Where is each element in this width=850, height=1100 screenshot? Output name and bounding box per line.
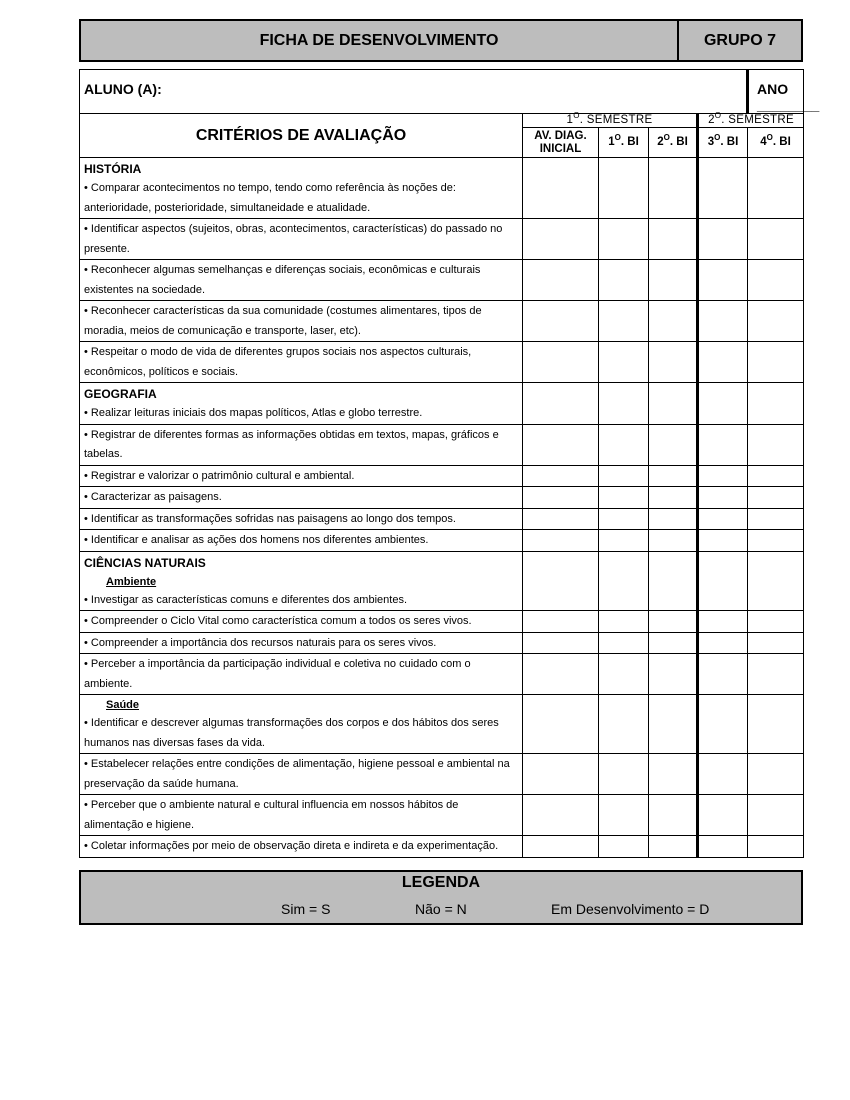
bi-4-num: 4 — [760, 136, 767, 148]
grade-cell[interactable] — [698, 158, 748, 219]
grade-cell[interactable] — [698, 260, 748, 301]
grade-cell[interactable] — [599, 836, 649, 858]
legend-item-sim: Sim = S — [281, 901, 331, 917]
bi-1-num: 1 — [608, 136, 615, 148]
semester-2-text: . SEMESTRE — [721, 114, 794, 126]
semester-1-text: . SEMESTRE — [579, 114, 653, 126]
criterion-text: • Reconhecer algumas semelhanças e diferenças sociais, econômicas e culturais existentes na sociedade. — [80, 260, 523, 301]
grade-cell[interactable] — [649, 695, 698, 754]
grade-cell[interactable] — [698, 465, 748, 487]
criteria-row — [80, 530, 804, 552]
grade-cell[interactable] — [649, 836, 698, 858]
criteria-row — [80, 551, 804, 611]
section-title-ciencias: CIÊNCIAS NATURAIS — [84, 555, 206, 570]
grade-cell[interactable] — [599, 795, 649, 836]
grade-cell[interactable] — [523, 465, 599, 487]
group-label: GRUPO 7 — [703, 31, 776, 49]
form-header — [79, 19, 803, 62]
criteria-row — [80, 695, 804, 754]
grade-cell[interactable] — [698, 611, 748, 633]
grade-cell[interactable] — [649, 342, 698, 383]
legend-item-desenvolvimento: Em Desenvolvimento = D — [551, 901, 710, 917]
legend-title: LEGENDA — [401, 874, 481, 891]
col-diag-header — [523, 128, 599, 158]
criteria-row — [80, 795, 804, 836]
criteria-row — [80, 342, 804, 383]
criterion-text: • Investigar as características comuns e diferentes dos ambientes. — [84, 593, 408, 606]
grade-cell[interactable] — [748, 632, 804, 654]
grade-cell[interactable] — [599, 611, 649, 633]
criterion-text: • Compreender a importância dos recursos naturais para os seres vivos. — [80, 632, 523, 654]
grade-cell[interactable] — [599, 342, 649, 383]
grade-cell[interactable] — [523, 219, 599, 260]
grade-cell[interactable] — [523, 508, 599, 530]
criteria-table — [79, 69, 820, 858]
grade-cell[interactable] — [698, 795, 748, 836]
grade-cell[interactable] — [698, 654, 748, 695]
col-bi-4-header — [748, 128, 804, 158]
criteria-row — [80, 487, 804, 509]
criterion-cell — [80, 383, 523, 425]
criterion-text: • Caracterizar as paisagens. — [80, 487, 523, 509]
criteria-row — [80, 383, 804, 425]
grade-cell[interactable] — [599, 301, 649, 342]
grade-cell[interactable] — [698, 695, 748, 754]
grade-cell[interactable] — [748, 383, 804, 425]
criteria-row — [80, 301, 804, 342]
grade-cell[interactable] — [649, 508, 698, 530]
grade-cell[interactable] — [748, 424, 804, 465]
grade-cell[interactable] — [523, 654, 599, 695]
bi-1-sup: O — [614, 133, 621, 142]
grade-cell[interactable] — [523, 383, 599, 425]
grade-cell[interactable] — [599, 383, 649, 425]
criteria-row — [80, 632, 804, 654]
grade-cell[interactable] — [649, 754, 698, 795]
grade-cell[interactable] — [649, 551, 698, 611]
bi-2-num: 2 — [657, 136, 664, 148]
grade-cell[interactable] — [649, 219, 698, 260]
grade-cell[interactable] — [523, 551, 599, 611]
grade-cell[interactable] — [698, 836, 748, 858]
grade-cell[interactable] — [748, 530, 804, 552]
criterion-text: • Realizar leituras iniciais dos mapas políticos, Atlas e globo terrestre. — [84, 407, 423, 419]
grade-cell[interactable] — [748, 611, 804, 633]
semester-header-row — [80, 114, 804, 128]
grade-cell[interactable] — [523, 158, 599, 219]
grade-cell[interactable] — [599, 632, 649, 654]
criterion-text: • Compreender o Ciclo Vital como característica comum a todos os seres vivos. — [80, 611, 523, 633]
col-bi-2-header — [649, 128, 698, 158]
grade-cell[interactable] — [523, 260, 599, 301]
grade-cell[interactable] — [523, 611, 599, 633]
legend-box — [79, 870, 803, 925]
grade-cell[interactable] — [649, 487, 698, 509]
grade-cell[interactable] — [698, 632, 748, 654]
section-title-historia: HISTÓRIA — [84, 162, 142, 176]
grade-cell[interactable] — [748, 487, 804, 509]
grade-cell[interactable] — [523, 487, 599, 509]
grade-cell[interactable] — [523, 632, 599, 654]
criteria-row — [80, 158, 804, 219]
form-title: FICHA DE DESENVOLVIMENTO — [81, 21, 679, 60]
grade-cell[interactable] — [748, 795, 804, 836]
semester-1-header — [523, 111, 698, 128]
grade-cell[interactable] — [599, 260, 649, 301]
grade-cell[interactable] — [748, 836, 804, 858]
grade-cell[interactable] — [748, 158, 804, 219]
criterion-text: • Coletar informações por meio de observação direta e indireta e da experimentação. — [80, 836, 523, 858]
criteria-row — [80, 508, 804, 530]
grade-cell[interactable] — [599, 508, 649, 530]
grade-cell[interactable] — [649, 632, 698, 654]
grade-cell[interactable] — [599, 551, 649, 611]
bi-3-num: 3 — [707, 136, 715, 148]
grade-cell[interactable] — [523, 301, 599, 342]
grade-cell[interactable] — [748, 342, 804, 383]
grade-cell[interactable] — [698, 424, 748, 465]
col-bi-3-header — [698, 128, 748, 158]
criteria-row — [80, 465, 804, 487]
grade-cell[interactable] — [523, 795, 599, 836]
bi-4-sup: O — [766, 133, 773, 142]
bi-2-sup: O — [663, 133, 670, 142]
criterion-cell — [80, 158, 523, 219]
grade-cell[interactable] — [698, 487, 748, 509]
grade-cell[interactable] — [599, 424, 649, 465]
col-diag-line2: INICIAL — [539, 142, 582, 155]
grade-cell[interactable] — [698, 301, 748, 342]
grade-cell[interactable] — [599, 465, 649, 487]
criterion-text: • Registrar e valorizar o patrimônio cultural e ambiental. — [80, 465, 523, 487]
grade-cell[interactable] — [698, 383, 748, 425]
bi-2-text: . BI — [669, 136, 688, 148]
grade-cell[interactable] — [599, 754, 649, 795]
grade-cell[interactable] — [523, 530, 599, 552]
grade-cell[interactable] — [698, 508, 748, 530]
grade-cell[interactable] — [698, 219, 748, 260]
criteria-row — [80, 424, 804, 465]
grade-cell[interactable] — [649, 158, 698, 219]
criteria-header: CRITÉRIOS DE AVALIAÇÃO — [80, 114, 523, 158]
criteria-row — [80, 754, 804, 795]
grade-cell[interactable] — [599, 158, 649, 219]
subsection-title-ambiente: Ambiente — [106, 575, 157, 588]
grade-cell[interactable] — [748, 301, 804, 342]
criteria-row — [80, 260, 804, 301]
grade-cell[interactable] — [523, 836, 599, 858]
criterion-text: • Registrar de diferentes formas as informações obtidas em textos, mapas, gráficos e tabelas. — [80, 424, 523, 465]
grade-cell[interactable] — [649, 654, 698, 695]
bi-4-text: . BI — [772, 136, 791, 148]
criterion-text: • Estabelecer relações entre condições de alimentação, higiene pessoal e ambiental na preservação da saúde humana. — [80, 754, 523, 795]
year-field[interactable] — [748, 70, 820, 114]
grade-cell[interactable] — [523, 342, 599, 383]
grade-cell[interactable] — [649, 301, 698, 342]
bi-1-text: . BI — [620, 136, 639, 148]
grade-cell[interactable] — [523, 424, 599, 465]
grade-cell[interactable] — [748, 754, 804, 795]
criterion-cell — [80, 551, 523, 611]
grade-cell[interactable] — [698, 530, 748, 552]
grade-cell[interactable] — [748, 219, 804, 260]
criterion-text: • Identificar e descrever algumas transformações dos corpos e dos hábitos dos seres humanos nas diversas fases da vida. — [84, 717, 499, 749]
semester-2-header — [698, 111, 804, 128]
bi-3-text: . BI — [720, 136, 739, 148]
grade-cell[interactable] — [649, 530, 698, 552]
grade-cell[interactable] — [748, 508, 804, 530]
criterion-text: • Respeitar o modo de vida de diferentes grupos sociais nos aspectos culturais, econômicos, políticos e sociais. — [80, 342, 523, 383]
grade-cell[interactable] — [599, 530, 649, 552]
student-name-field[interactable] — [80, 70, 748, 114]
semester-2-num: 2 — [708, 114, 715, 126]
grade-cell[interactable] — [649, 611, 698, 633]
semester-2-sup: O — [714, 111, 722, 120]
grade-cell[interactable] — [748, 654, 804, 695]
criterion-text: • Identificar as transformações sofridas nas paisagens ao longo dos tempos. — [80, 508, 523, 530]
subsection-title-saude: Saúde — [106, 699, 140, 711]
criteria-row — [80, 836, 804, 858]
grade-cell[interactable] — [599, 219, 649, 260]
grade-cell[interactable] — [649, 465, 698, 487]
grade-cell[interactable] — [523, 695, 599, 754]
grade-cell[interactable] — [599, 487, 649, 509]
grade-cell[interactable] — [698, 551, 748, 611]
grade-cell[interactable] — [523, 754, 599, 795]
semester-1-num: 1 — [566, 114, 574, 126]
col-bi-1-header — [599, 128, 649, 158]
year-label: ANO ________ — [757, 81, 820, 113]
grade-cell[interactable] — [698, 342, 748, 383]
grade-cell[interactable] — [649, 260, 698, 301]
criteria-row — [80, 611, 804, 633]
col-diag-line1: AV. DIAG. — [534, 129, 587, 142]
criterion-text: • Identificar aspectos (sujeitos, obras, acontecimentos, características) do passado no presente. — [80, 219, 523, 260]
grade-cell[interactable] — [748, 695, 804, 754]
legend-item-nao: Não = N — [415, 901, 467, 917]
grade-cell[interactable] — [748, 260, 804, 301]
grade-cell[interactable] — [748, 551, 804, 611]
criteria-row — [80, 219, 804, 260]
grade-cell[interactable] — [698, 754, 748, 795]
grade-cell[interactable] — [649, 383, 698, 425]
grade-cell[interactable] — [649, 795, 698, 836]
semester-1-sup: O — [573, 111, 580, 120]
criterion-text: • Perceber que o ambiente natural e cultural influencia em nossos hábitos de alimentação e higiene. — [80, 795, 523, 836]
grade-cell[interactable] — [649, 424, 698, 465]
student-row — [80, 70, 804, 114]
student-label: ALUNO (A): — [84, 81, 162, 97]
grade-cell[interactable] — [748, 465, 804, 487]
grade-cell[interactable] — [599, 695, 649, 754]
criterion-text: • Comparar acontecimentos no tempo, tendo como referência às noções de: anterioridade, posterioridade, simultaneidade e atualidade. — [84, 182, 456, 214]
grade-cell[interactable] — [599, 654, 649, 695]
criterion-text: • Reconhecer características da sua comunidade (costumes alimentares, tipos de moradia, meios de comunicação e transporte, laser, etc). — [80, 301, 523, 342]
criterion-text: • Perceber a importância da participação individual e coletiva no cuidado com o ambiente. — [80, 654, 523, 695]
criterion-cell — [80, 695, 523, 754]
section-title-geografia: GEOGRAFIA — [84, 387, 157, 401]
criterion-text: • Identificar e analisar as ações dos homens nos diferentes ambientes. — [80, 530, 523, 552]
criteria-row — [80, 654, 804, 695]
bi-3-sup: O — [714, 133, 721, 142]
